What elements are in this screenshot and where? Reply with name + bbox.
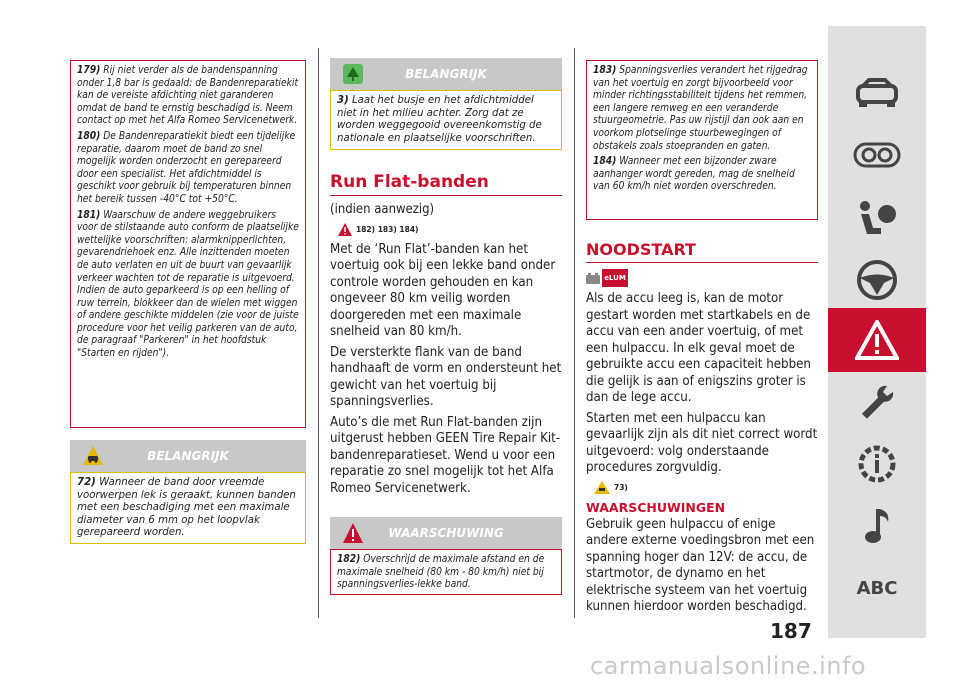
column-divider (574, 48, 575, 618)
footnote-180 (77, 131, 299, 207)
footnote-179 (77, 65, 299, 128)
ref-label: 184) (593, 156, 617, 168)
paragraph: Gebruik geen hulpaccu of enige andere externe voedingsbron met een spanning hoger dan 12V: de accu, de startmotor, de dynamo en het elektrische systeem van het voertuig kunnen hierdoor worden beschadigd. (586, 516, 815, 614)
abc-label: ABC (856, 577, 898, 599)
battery-icon (586, 272, 600, 284)
warning-icon (338, 223, 352, 236)
steering-wheel-icon (856, 259, 898, 301)
ref-label: 3) (337, 95, 349, 106)
note-text: Rij niet verder als de bandenspanning onder 1,8 bar is gedaald: de Bandenreparatiekit kan de vereiste afdichting niet garanderen omdat de band te ernstig beschadigd is. Neem contact op met het Alfa Romeo Servicenetwerk. (77, 65, 299, 127)
important-text: Laat het busje en het afdichtmiddel niet in het milieu achter. Zorg dat ze worden weggegooid overeenkomstig de nationale en plaatselijke voorschriften. (337, 95, 542, 144)
paragraph: Met de ‘Run Flat’-banden kan het voertuig ook bij een lekke band onder controle worden gehouden en kan ongeveer 80 km veilig worden doorgereden met een maximale snelheid van 80 km/h. (330, 241, 556, 339)
paragraph: De versterkte flank van de band handhaaft de vorm en ondersteunt het gewicht van het voertuig bij spanningsverlies. (330, 344, 562, 409)
important-text: Wanneer de band door vreemde voorwerpen lek is geraakt, kunnen banden met een beschadiging met een maximale diameter van 6 mm op het loopvlak gerepareerd worden. (77, 477, 296, 539)
chapter-tab-technical[interactable] (828, 432, 926, 496)
chapter-tab-index[interactable] (828, 556, 926, 620)
music-note-icon (862, 506, 892, 546)
environment-tree-icon (342, 63, 364, 85)
ref-list: 182) 183) 184) (356, 224, 419, 234)
footnote-box (70, 60, 306, 428)
column-2 (330, 58, 562, 595)
ref-label: 183) (593, 65, 617, 76)
chapter-tab-maintenance[interactable] (828, 370, 926, 434)
column-divider (318, 48, 319, 618)
warning-text: Overschrijd de maximale afstand en de maximale snelheid (80 km - 80 km/h) niet bij spanningsverlies-lekke band. (337, 554, 545, 591)
references (338, 223, 562, 236)
subtitle: (indien aanwezig) (330, 202, 435, 217)
ref-list: 73) (614, 482, 628, 492)
warning-triangle-icon (855, 320, 899, 360)
note-text: Waarschuw de andere weggebruikers voor de stilstaande auto conform de plaatselijke wettelijke voorschriften: alarmknipperlichten, gevarendriehoek enz. Alle inzittenden moeten de auto verlaten en uit de buurt van gevaarlijk verkeer wachten tot de reparatie is uitgevoerd. Indien de auto geparkeerd is op een helling of ruw terrein, blokkeer dan de wielen met wiggen of andere geschikte middelen (zie voor de juiste procedure voor het veilig parkeren van de auto, de paragraaf "Parkeren" in het hoofdstuk "Starten en rijden"). (77, 209, 299, 360)
page-number: 187 (770, 619, 812, 643)
ref-label: 182) (337, 554, 361, 565)
elum-label: eLUM (602, 269, 628, 287)
paragraph: Starten met een hulpaccu kan gevaarlijk zijn als dit niet correct wordt uitgevoerd: volg onderstaande procedures zorgvuldig. (586, 410, 818, 475)
chapter-tab-driving[interactable] (828, 248, 926, 312)
important-banner (330, 58, 562, 90)
warning-banner (330, 517, 562, 549)
footnote-181 (77, 210, 299, 361)
warning-box (330, 549, 562, 595)
chapter-tab-safety[interactable] (828, 186, 926, 250)
dashboard-icon (853, 141, 901, 169)
banner-label: BELANGRIJK (147, 449, 229, 463)
chapter-tab-dashboard[interactable] (828, 123, 926, 187)
banner-label: WAARSCHUWING (388, 526, 504, 540)
ref-label: 72) (77, 477, 96, 488)
column-3 (586, 60, 818, 620)
caution-car-icon (82, 445, 104, 467)
column-1 (70, 60, 306, 544)
footnote-184 (593, 156, 811, 194)
important-box (70, 472, 306, 544)
section-title: Run Flat-banden (330, 172, 562, 196)
ref-label: 179) (77, 65, 101, 76)
section-title: NOODSTART (586, 240, 818, 263)
important-box (330, 90, 562, 150)
note-text: De Bandenreparatiekit biedt een tijdelijke reparatie, daarom moet de band zo snel mogelijk worden onderzocht en gerepareerd door een specialist. Het afdichtmiddel is geschikt voor gebruik bij temperaturen binnen het bereik tussen -40°C tot +50°C. (77, 130, 296, 205)
note-text: Spanningsverlies verandert het rijgedrag van het voertuig en zorgt bijvoorbeeld voor minder richtingsstabiliteit tijdens het remmen, een langere remweg en een veranderde stuurgeometrie. Pas uw rijstijl dan ook aan en voorkom plotselinge stuurbewegingen of obstakels zoals stoepranden en gaten. (593, 65, 808, 152)
elum-badge (586, 269, 818, 287)
car-icon (855, 78, 899, 108)
chapter-tab-emergency[interactable] (828, 308, 926, 372)
ref-label: 180) (77, 130, 101, 142)
paragraph: Als de accu leeg is, kan de motor gestart worden met startkabels en de accu van een ander voertuig, of met een hulpaccu. In elk geval moet de gebruikte accu een capaciteit hebben die gelijk is aan of enigszins groter is dan de lege accu. (586, 291, 811, 405)
watermark: carmanualsonline.info (590, 652, 867, 680)
important-banner (70, 440, 306, 472)
chapter-tab-multimedia[interactable] (828, 494, 926, 558)
chapter-sidebar (828, 26, 926, 638)
paragraph: Auto’s die met Run Flat-banden zijn uitgerust hebben GEEN Tire Repair Kit-bandenreparatieset. Wend u voor een reparatie zo snel mogelijk tot het Alfa Romeo Servicenetwerk. (330, 414, 561, 496)
ref-label: 181) (77, 209, 101, 221)
warnings-heading: WAARSCHUWINGEN (586, 499, 726, 515)
wrench-icon (857, 382, 897, 422)
chapter-tab-car[interactable] (828, 61, 926, 125)
warning-icon (342, 522, 364, 544)
note-text: Wanneer met een bijzonder zware aanhanger wordt gereden, mag de snelheid van 60 km/h niet worden overschreden. (593, 156, 795, 193)
banner-label: BELANGRIJK (405, 67, 487, 81)
footnote-box (586, 60, 818, 220)
references (594, 481, 818, 494)
airbag-icon (855, 198, 899, 238)
footnote-183 (593, 65, 811, 153)
settings-info-icon (856, 443, 898, 485)
caution-car-icon (594, 481, 610, 494)
